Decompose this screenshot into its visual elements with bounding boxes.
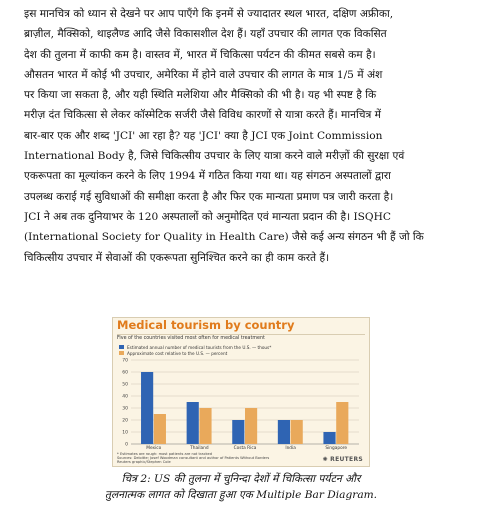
bar-cost-costa-rica — [245, 408, 257, 444]
paragraph-line: International Body है, जिसे चिकित्सीय उपचार के लिए यात्रा करने वाले मरीज़ों की सुरक्षा एवं — [24, 150, 405, 163]
chart-plot-area — [113, 318, 371, 468]
paragraph-line: उपलब्ध कराई गई सुविधाओं की समीक्षा करता है और फिर एक मान्यता प्रमाण पत्र जारी करता है। — [24, 190, 394, 203]
x-tick-label: Costa Rica — [233, 446, 257, 451]
paragraph-line: (International Society for Quality in Health Care) जैसे कई अन्य संगठन भी हैं जो कि — [24, 231, 424, 244]
caption-line: चित्र 2: US की तुलना में चुनिन्दा देशों में चिकित्सा पर्यटन और — [121, 473, 361, 485]
chart-note: Sources: Deloitte; Josef Woodman consultant and author of Patients Without Borders — [117, 456, 270, 461]
chart-note: Reuters graphic/Stephen Cole — [117, 460, 171, 465]
y-tick-label: 40 — [122, 394, 128, 400]
legend-label-tourists: Estimated annual number of medical tourists from the U.S. — thous* — [127, 344, 272, 350]
paragraph-line: JCI ने अब तक दुनियाभर के 120 अस्पतालों को अनुमोदित एवं मान्यता प्रदान की है। ISQHC — [24, 210, 391, 223]
bar-tourists-india — [278, 420, 290, 444]
figure-caption — [70, 471, 412, 503]
paragraph-line: मरीज़ दंत चिकित्सा से लेकर कॉस्मेटिक सर्जरी जैसे विविध कारणों से यात्रा करते हैं। मानचित्र में — [24, 109, 382, 122]
paragraph-line: इस मानचित्र को ध्यान से देखने पर आप पाएँगे कि इनमें से ज्यादातर स्थल भारत, दक्षिण अफ्रीका, — [24, 8, 394, 20]
x-tick-label: Mexico — [146, 446, 162, 451]
x-tick-label: Thailand — [190, 446, 209, 451]
bar-cost-singapore — [336, 402, 348, 444]
paragraph-line: एकरूपता का मूल्यांकन करने के लिए 1994 में गठित किया गया था। यह संगठन अस्पतालों द्वारा — [24, 170, 391, 183]
y-tick-label: 70 — [122, 358, 128, 364]
bar-cost-thailand — [199, 408, 211, 444]
paragraph-line: बार-बार एक और शब्द 'JCI' आ रहा है? यह 'JCI' क्या है JCI एक Joint Commission — [24, 129, 383, 142]
paragraph-line: पर किया जा सकता है, और यही स्थिति मलेशिया और मैक्सिको की भी है। यह भी स्पष्ट है कि — [24, 89, 377, 102]
chart-title: Medical tourism by country — [117, 318, 295, 332]
medical-tourism-chart — [112, 317, 370, 467]
bar-tourists-singapore — [323, 432, 335, 444]
caption-line: तुलनात्मक लागत को दिखाता हुआ एक Multiple Bar Diagram. — [104, 489, 378, 501]
bar-tourists-costa-rica — [232, 420, 244, 444]
paragraph-line: देश की तुलना में काफी कम है। वास्तव में, भारत में चिकित्सा पर्यटन की कीमत सबसे कम है। — [24, 48, 376, 61]
bar-cost-mexico — [154, 414, 166, 444]
globe-icon: ✺ — [322, 456, 328, 463]
paragraph-line: चिकित्सीय उपचार में सेवाओं की एकरूपता सुनिश्चित करने का ही काम करते हैं। — [24, 251, 330, 264]
y-tick-label: 60 — [122, 370, 128, 376]
credit-label: REUTERS — [330, 456, 363, 463]
chart-notes — [117, 452, 269, 465]
y-tick-label: 10 — [122, 430, 128, 436]
bar-tourists-thailand — [187, 402, 199, 444]
x-tick-label: Singapore — [325, 446, 348, 451]
y-tick-label: 50 — [122, 382, 128, 388]
paragraph-line: औसतन भारत में कोई भी उपचार, अमेरिका में होने वाले उपचार की लागत के मात्र 1/5 में अंश — [24, 68, 383, 81]
x-tick-label: India — [285, 446, 296, 451]
y-tick-label: 20 — [122, 418, 128, 424]
paragraph-line: ब्राज़ील, मैक्सिको, थाइलैण्ड आदि जैसे विकासशील देश हैं। यहाँ उपचार की लागत एक विकसित — [24, 28, 387, 41]
legend-label-cost: Approximate cost relative to the U.S. — percent — [127, 350, 228, 356]
bar-cost-india — [291, 420, 303, 444]
body-paragraph — [24, 4, 456, 268]
y-tick-label: 0 — [125, 442, 128, 448]
bar-tourists-mexico — [141, 372, 153, 444]
reuters-logo — [322, 456, 363, 463]
y-tick-label: 30 — [122, 406, 128, 412]
chart-note: * Estimates are rough: most patients are not tracked — [117, 452, 212, 456]
chart-subtitle: Five of the countries visited most often for medical treatment — [117, 336, 265, 341]
